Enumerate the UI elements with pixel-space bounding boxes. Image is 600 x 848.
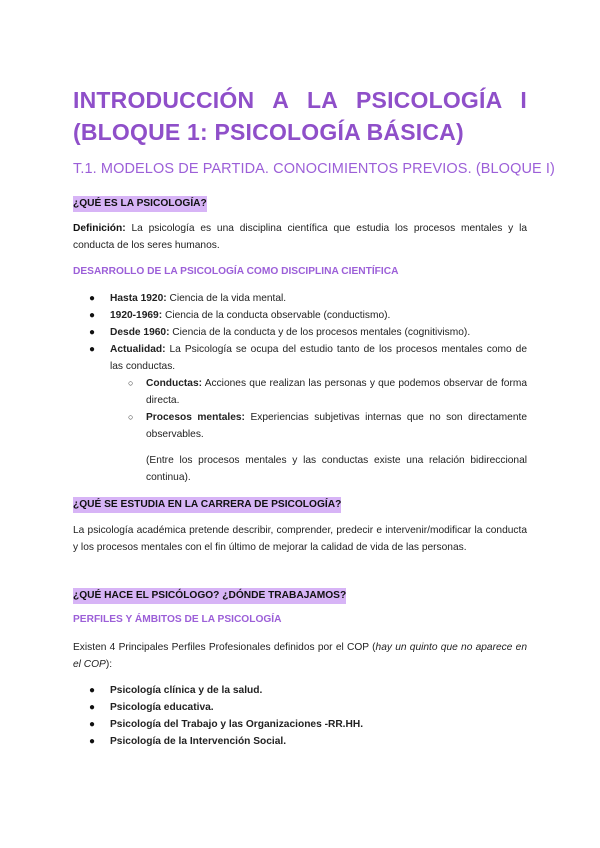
- document-title: [73, 84, 527, 148]
- bullet-icon: ●: [89, 702, 96, 713]
- list-item: ● 1920-1969: Ciencia de la conducta observable (conductismo).: [73, 307, 527, 324]
- circle-bullet-icon: ○: [128, 412, 134, 422]
- title-word: PSICOLOGÍA: [356, 87, 503, 113]
- sub-list: [110, 375, 527, 443]
- definition-label: Definición:: [73, 223, 126, 234]
- bullet-icon: ●: [89, 327, 96, 338]
- definition-paragraph: [73, 220, 527, 254]
- list-item: ● Psicología clínica y de la salud.: [73, 682, 527, 699]
- title-word: I: [520, 87, 527, 113]
- topic-title: T.1. MODELOS DE PARTIDA. CONOCIMIENTOS PREVIOS. (BLOQUE I): [73, 161, 555, 177]
- subheading-desarrollo: DESARROLLO DE LA PSICOLOGÍA COMO DISCIPLINA CIENTÍFICA: [73, 266, 399, 277]
- bullet-icon: ●: [89, 736, 96, 747]
- subheading-perfiles: PERFILES Y ÁMBITOS DE LA PSICOLOGÍA: [73, 614, 282, 625]
- list-item: ● Psicología de la Intervención Social.: [73, 733, 527, 750]
- bullet-icon: ●: [89, 685, 96, 696]
- definition-text: La psicología es una disciplina científica que estudia los procesos mentales y la conducta de los seres humanos.: [73, 223, 527, 251]
- list-item: ● Psicología educativa.: [73, 699, 527, 716]
- perfiles-intro: Existen 4 Principales Perfiles Profesionales definidos por el COP (hay un quinto que no aparece en el COP):: [73, 642, 527, 670]
- carrera-paragraph: La psicología académica pretende describir, comprender, predecir e intervenir/modificar la conducta y los procesos mentales con el fin último de mejorar la calidad de vida de las personas.: [73, 525, 527, 553]
- sub-list-item: ○ Conductas: Acciones que realizan las personas y que podemos observar de forma directa.: [110, 375, 527, 409]
- sub-list-item: ○ Procesos mentales: Experiencias subjetivas internas que no son directamente observables.: [110, 409, 527, 443]
- bullet-icon: ●: [89, 719, 96, 730]
- list-item: ● Hasta 1920: Ciencia de la vida mental.: [73, 290, 527, 307]
- list-item: ● Actualidad: La Psicología se ocupa del estudio tanto de los procesos mentales como de las conductas. ○ Conductas: Acciones que realizan las personas y que podemos observar de forma directa. ○ Procesos mentales: Experiencias subjetivas internas que no son directamente observables. (Entre los procesos mentales y las conductas existe una relación bidireccional continua).: [73, 341, 527, 486]
- title-line-2: (BLOQUE 1: PSICOLOGÍA BÁSICA): [73, 119, 464, 145]
- section-heading-que-es: ¿QUÉ ES LA PSICOLOGÍA?: [73, 196, 207, 212]
- list-item: ● Desde 1960: Ciencia de la conducta y de los procesos mentales (cognitivismo).: [73, 324, 527, 341]
- list-item: ● Psicología del Trabajo y las Organizaciones -RR.HH.: [73, 716, 527, 733]
- title-word: LA: [307, 87, 339, 113]
- bullet-icon: ●: [89, 293, 96, 304]
- perfiles-list: [73, 682, 527, 750]
- title-line-1: [73, 84, 527, 116]
- title-word: A: [272, 87, 290, 113]
- section-heading-carrera: ¿QUÉ SE ESTUDIA EN LA CARRERA DE PSICOLOGÍA?: [73, 497, 341, 513]
- relation-note: (Entre los procesos mentales y las conductas existe una relación bidireccional continua).: [146, 455, 527, 483]
- section-heading-psicologo: ¿QUÉ HACE EL PSICÓLOGO? ¿DÓNDE TRABAJAMOS?: [73, 588, 346, 604]
- circle-bullet-icon: ○: [128, 378, 134, 388]
- history-list: [73, 290, 527, 486]
- bullet-icon: ●: [89, 344, 96, 355]
- bullet-icon: ●: [89, 310, 96, 321]
- title-word: INTRODUCCIÓN: [73, 87, 255, 113]
